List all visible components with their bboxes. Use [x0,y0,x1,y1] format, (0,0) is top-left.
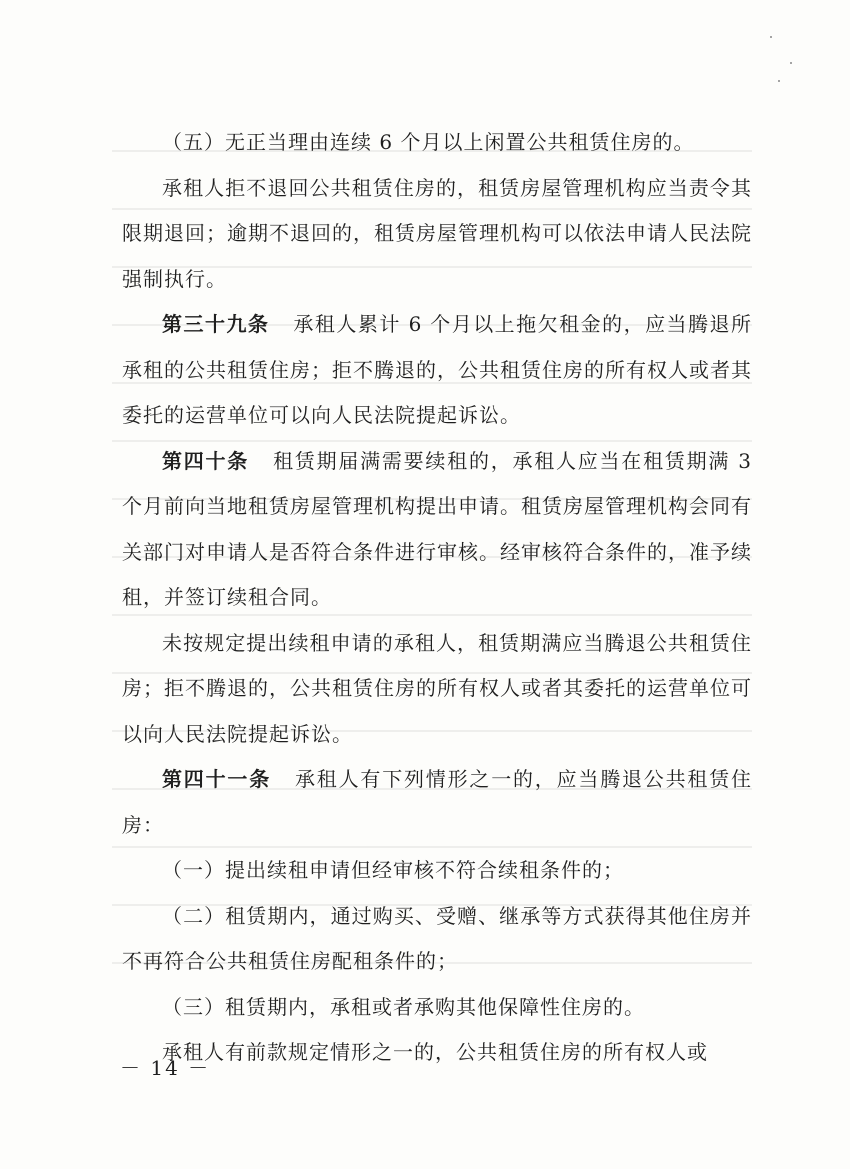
paragraph-5 [122,621,752,758]
article-title: 第四十条 [162,448,250,473]
article-title: 第四十一条 [162,767,271,791]
paragraph-text: 承租人有下列情形之一的，应当腾退公共租赁住房： [122,767,752,837]
scan-speck [770,36,772,38]
article-39 [122,302,752,439]
paragraph-text: （一）提出续租申请但经审核不符合续租条件的； [162,858,624,882]
paragraph-1 [122,120,752,166]
paragraph-text: （五）无正当理由连续 6 个月以上闲置公共租赁住房的。 [162,130,695,154]
paragraph-text: （二）租赁期内，通过购买、受赠、继承等方式获得其他住房并不再符合公共租赁住房配租条件的； [122,903,752,973]
paragraph-text: 租赁期届满需要续租的，承租人应当在租赁期满 3 个月前向当地租赁房屋管理机构提出申请。租赁房屋管理机构会同有关部门对申请人是否符合条件进行审核。经审核符合条件的，准予续租，并签订续租合同。 [122,448,752,609]
body-text [122,120,752,1076]
page-number: － 14 － [120,1056,211,1080]
list-item-3 [122,985,752,1031]
scan-speck [778,80,780,82]
paragraph-text: 承租人累计 6 个月以上拖欠租金的，应当腾退所承租的公共租赁住房；拒不腾退的，公共租赁住房的所有权人或者其委托的运营单位可以向人民法院提起诉讼。 [122,312,752,427]
list-item-1 [122,848,752,894]
list-item-2 [122,894,752,985]
paragraph-text: （三）租赁期内，承租或者承购其他保障性住房的。 [162,994,645,1019]
paragraph-10 [122,1030,752,1076]
scan-speck [790,62,792,64]
article-title: 第三十九条 [162,312,270,336]
article-41 [122,757,752,848]
article-40 [122,439,752,621]
paragraph-2 [122,166,752,303]
paragraph-text: 承租人有前款规定情形之一的，公共租赁住房的所有权人或 [162,1040,708,1064]
paragraph-text: 未按规定提出续租申请的承租人，租赁期满应当腾退公共租赁住房；拒不腾退的，公共租赁住房的所有权人或者其委托的运营单位可以向人民法院提起诉讼。 [122,630,752,746]
paragraph-text: 承租人拒不退回公共租赁住房的，租赁房屋管理机构应当责令其限期退回；逾期不退回的，租赁房屋管理机构可以依法申请人民法院强制执行。 [122,175,752,291]
